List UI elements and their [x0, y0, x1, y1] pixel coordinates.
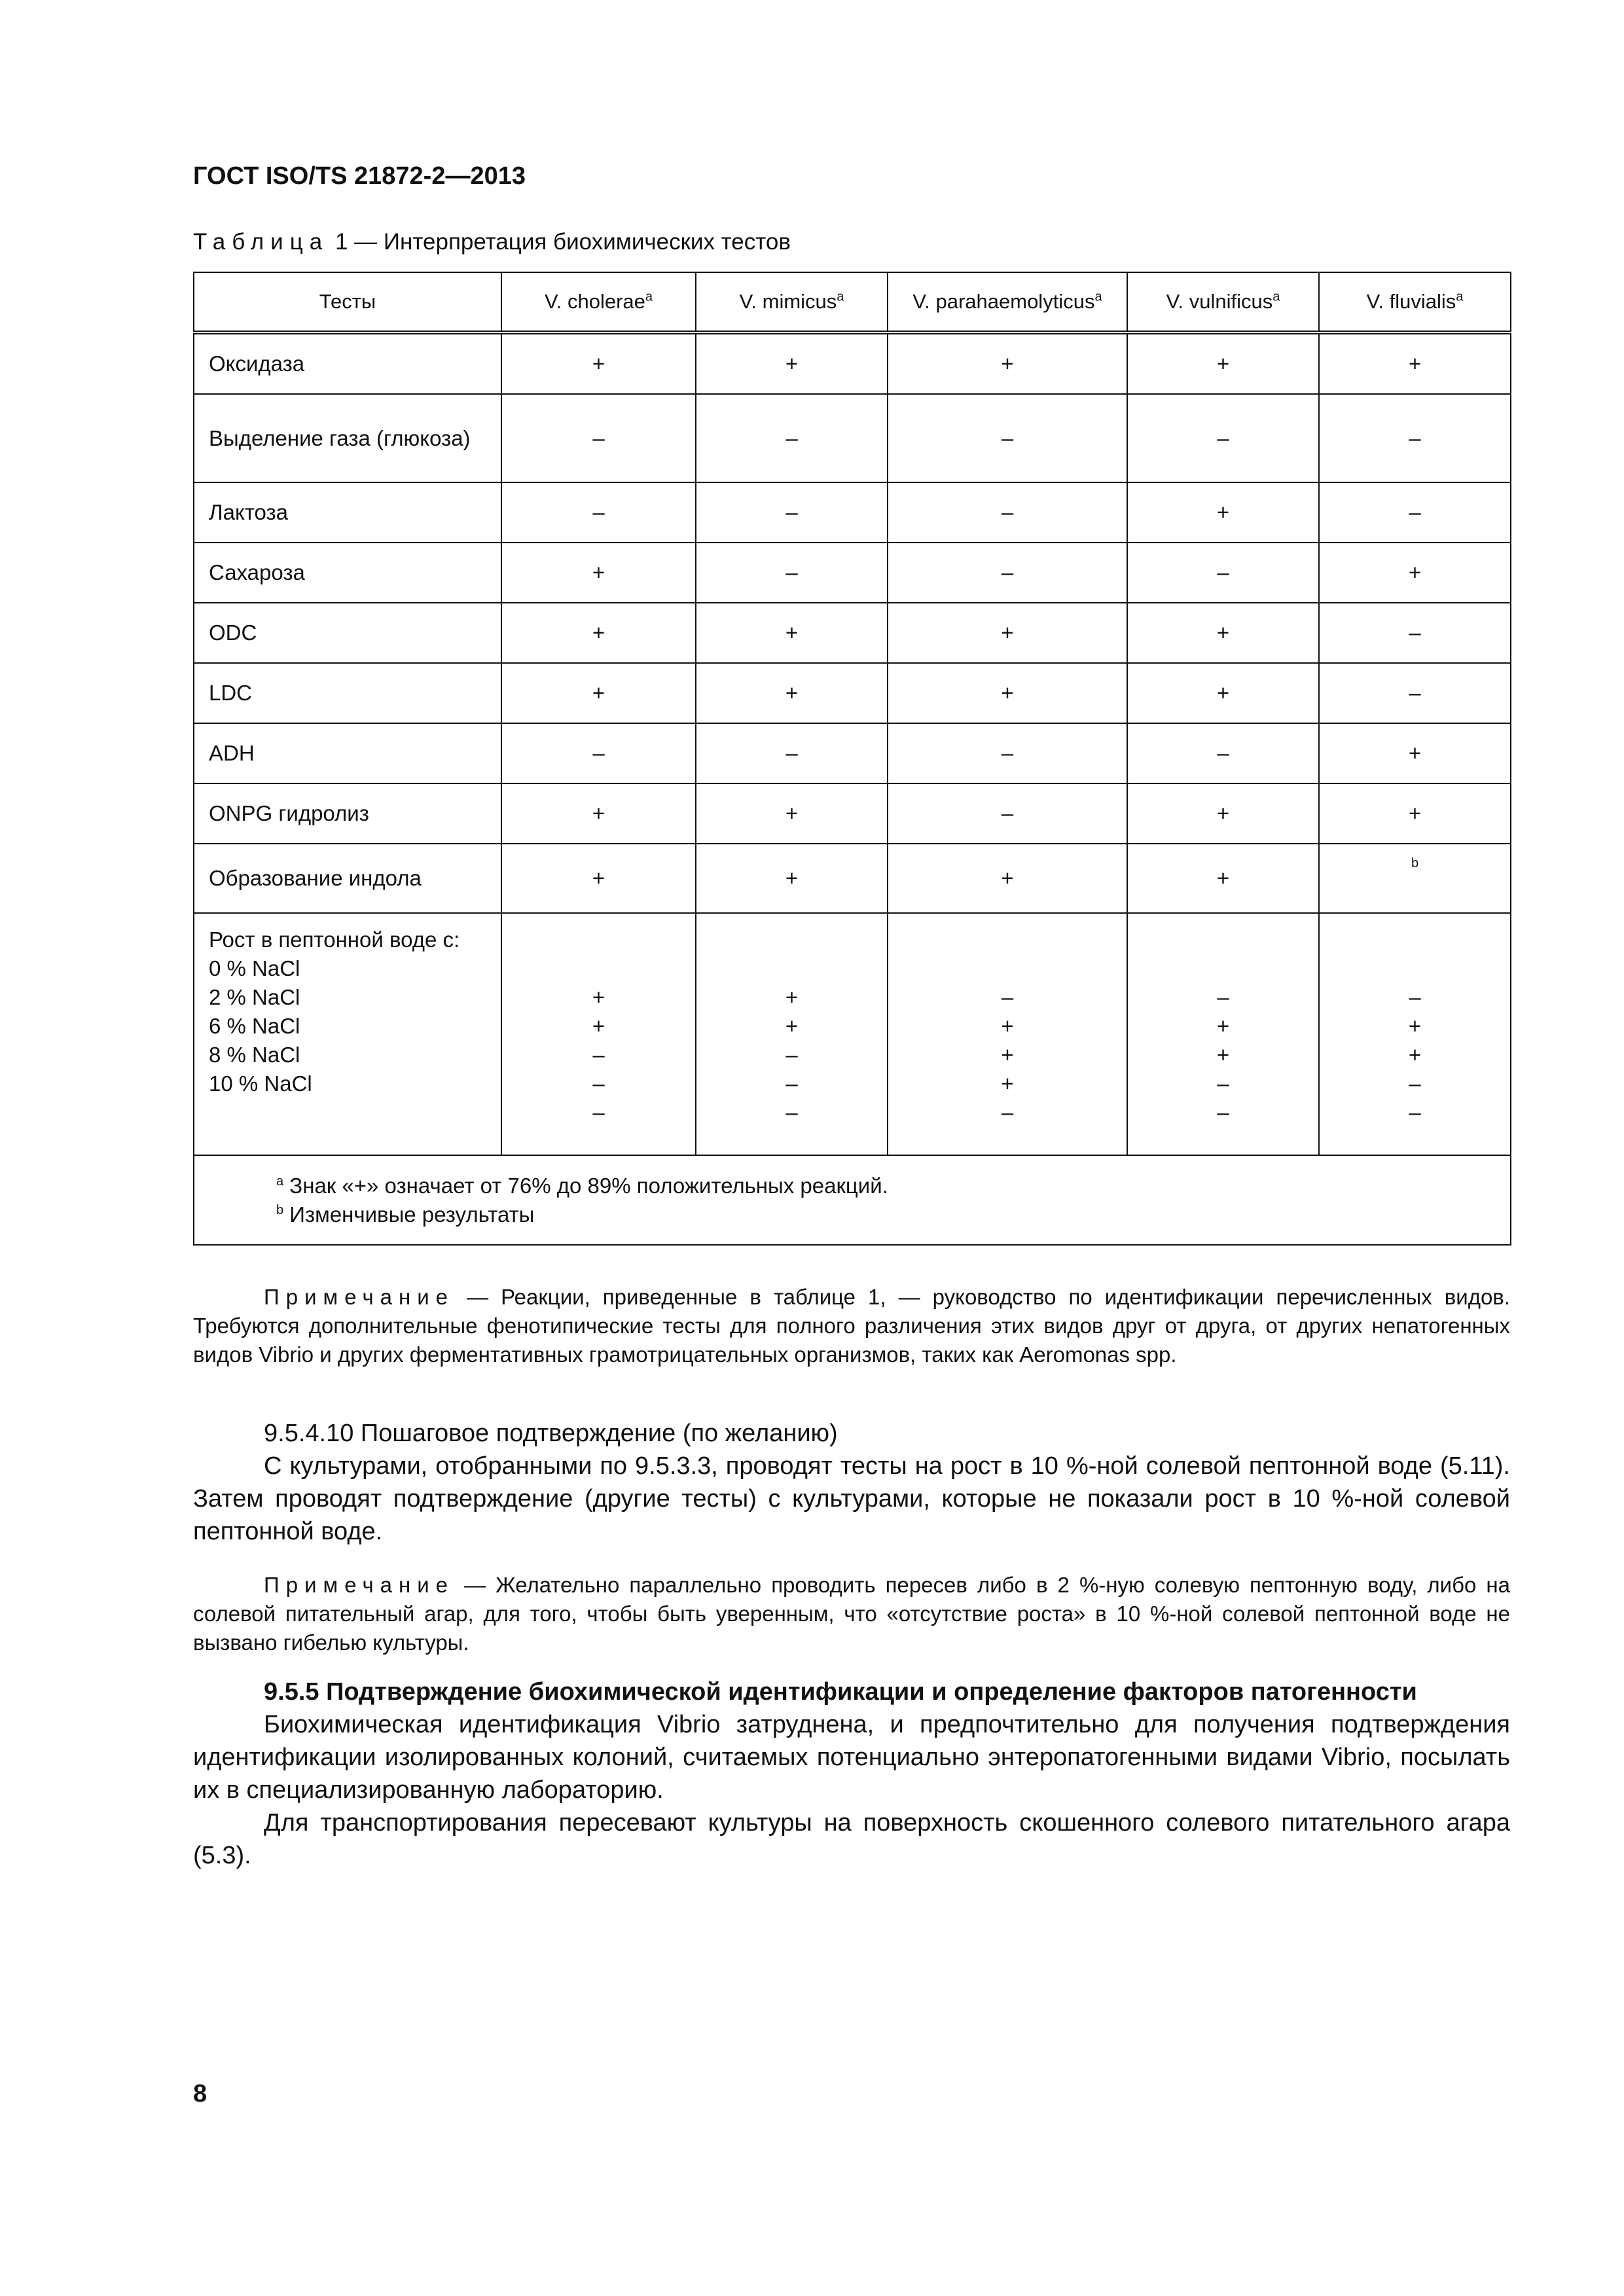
- test-result: [1127, 482, 1319, 543]
- table-header-row: [194, 272, 1511, 332]
- nacl-level: 6 % NaCl: [209, 1014, 300, 1038]
- footnote: [276, 1172, 1496, 1200]
- result-value: +: [1216, 866, 1230, 890]
- footnote-text: Изменчивые результаты: [289, 1202, 535, 1227]
- result-value: +: [1216, 801, 1230, 825]
- test-result: [1127, 844, 1319, 913]
- growth-value: +: [1408, 1043, 1422, 1067]
- note-1-text: — Реакции, приведенные в таблице 1, — руководство по идентификации перечисленных видов. Требуются дополнительные фенотипические тесты для полного различения этих видов друг от друга, от других непатогенных видов Vibrio и других ферментативных грамотрицательных организмов, таких как Aeromonas spp.: [193, 1285, 1511, 1367]
- result-value: +: [592, 866, 605, 890]
- spacer: [1334, 954, 1496, 983]
- growth-results: [1319, 913, 1511, 1155]
- footnote-mark: a: [1094, 289, 1102, 304]
- result-value: –: [1001, 500, 1014, 524]
- header-species: [501, 272, 696, 332]
- result-value: +: [592, 620, 605, 645]
- note-2-label: Примечание: [264, 1573, 455, 1597]
- section-9-5-5: [193, 1676, 1510, 1872]
- nacl-level: 2 % NaCl: [209, 985, 300, 1009]
- test-result: [888, 482, 1127, 543]
- section-9-5-4-10-text: С культурами, отобранными по 9.5.3.3, проводят тесты на рост в 10 %-ной солевой пептонной воде (5.11). Затем проводят подтверждение (другие тесты) с культурами, которые не показали рост в 10 %-ной солевой пептонной воде.: [193, 1452, 1510, 1545]
- table-row: [194, 482, 1511, 543]
- test-result: [1127, 603, 1319, 663]
- growth-value: –: [1217, 985, 1229, 1009]
- result-value: –: [1217, 425, 1229, 450]
- test-result: [1319, 783, 1511, 844]
- test-result: [1127, 783, 1319, 844]
- test-result: [1319, 723, 1511, 783]
- result-value: –: [785, 741, 798, 765]
- footnote-mark: b: [276, 1202, 284, 1217]
- growth-value: –: [1409, 985, 1421, 1009]
- result-value: –: [1409, 620, 1421, 645]
- result-value: –: [592, 500, 605, 524]
- test-result: [888, 332, 1127, 394]
- section-9-5-4-10-title: 9.5.4.10 Пошаговое подтверждение (по желанию): [264, 1420, 838, 1447]
- species-name: V. parahaemolyticus: [912, 290, 1095, 313]
- test-result: [696, 543, 888, 603]
- test-result: [696, 603, 888, 663]
- spacer: [711, 954, 873, 983]
- growth-results: [888, 913, 1127, 1155]
- result-value: +: [1216, 681, 1230, 705]
- test-result: [501, 844, 696, 913]
- section-9-5-5-para-1: Биохимическая идентификация Vibrio затруднена, и предпочтительно для получения подтверждения идентификации изолированных колоний, считаемых потенциально энтеропатогенными видами Vibrio, посылать их в специализированную лабораторию.: [193, 1711, 1510, 1804]
- spacer: [903, 925, 1112, 954]
- test-result: [696, 723, 888, 783]
- growth-results: [696, 913, 888, 1155]
- section-9-5-5-para-2: Для транспортирования пересевают культуры на поверхность скошенного солевого питательного агара (5.3).: [193, 1809, 1510, 1869]
- note-2: [193, 1571, 1510, 1657]
- result-value: –: [1001, 741, 1014, 765]
- test-result: [696, 332, 888, 394]
- test-result: [696, 783, 888, 844]
- test-result: [501, 783, 696, 844]
- growth-value: +: [785, 985, 799, 1009]
- growth-value: –: [785, 1043, 798, 1067]
- test-result: [696, 482, 888, 543]
- table-caption: [193, 229, 791, 255]
- growth-test-cell: [194, 913, 501, 1155]
- header-tests: Тесты: [194, 272, 501, 332]
- nacl-level: 10 % NaCl: [209, 1071, 312, 1096]
- biochemical-tests-table: [193, 272, 1511, 1246]
- result-value: b: [1411, 856, 1419, 870]
- result-value: +: [1216, 351, 1230, 376]
- footnotes: [194, 1155, 1511, 1245]
- spacer: [516, 925, 681, 954]
- table-row: [194, 723, 1511, 783]
- result-value: –: [1409, 681, 1421, 705]
- spacer: [1142, 925, 1304, 954]
- growth-value: –: [1001, 985, 1014, 1009]
- result-value: –: [1001, 425, 1014, 450]
- test-name: ONPG гидролиз: [194, 783, 501, 844]
- result-value: –: [1409, 500, 1421, 524]
- header-species: [696, 272, 888, 332]
- test-result: [1319, 844, 1511, 913]
- result-value: +: [592, 560, 605, 584]
- growth-value: +: [1216, 1043, 1230, 1067]
- test-result: [888, 543, 1127, 603]
- test-result: [1127, 394, 1319, 482]
- footnote-mark: a: [837, 289, 844, 304]
- table-row: [194, 783, 1511, 844]
- table-row: [194, 663, 1511, 723]
- species-name: V. vulnificus: [1166, 290, 1273, 313]
- spacer: [903, 954, 1112, 983]
- header-species: [1319, 272, 1511, 332]
- test-result: [696, 844, 888, 913]
- growth-value: –: [1409, 1071, 1421, 1096]
- footnote-mark: a: [645, 289, 653, 304]
- test-name: LDC: [194, 663, 501, 723]
- table-body: [194, 332, 1511, 1245]
- table-caption-word: Таблица: [193, 229, 329, 255]
- spacer: [1334, 925, 1496, 954]
- test-result: [888, 783, 1127, 844]
- test-result: [888, 844, 1127, 913]
- result-value: +: [785, 681, 799, 705]
- growth-value: –: [785, 1071, 798, 1096]
- footnote-mark: a: [1456, 289, 1464, 304]
- result-value: –: [785, 425, 798, 450]
- result-value: +: [592, 681, 605, 705]
- note-1: [193, 1283, 1510, 1369]
- test-result: [888, 603, 1127, 663]
- test-result: [501, 482, 696, 543]
- growth-value: –: [1217, 1071, 1229, 1096]
- test-result: [1319, 663, 1511, 723]
- nacl-level: 0 % NaCl: [209, 956, 300, 980]
- footnote: [276, 1200, 1496, 1229]
- growth-value: –: [785, 1100, 798, 1124]
- section-9-5-5-heading: 9.5.5 Подтверждение биохимической идентификации и определение факторов патогенности: [264, 1678, 1417, 1706]
- footnote-mark: a: [276, 1174, 284, 1189]
- table-row: [194, 603, 1511, 663]
- growth-value: –: [592, 1100, 605, 1124]
- result-value: +: [785, 866, 799, 890]
- footnote-text: Знак «+» означает от 76% до 89% положительных реакций.: [289, 1173, 888, 1198]
- test-result: [501, 603, 696, 663]
- growth-value: +: [1001, 1043, 1014, 1067]
- test-name: Сахароза: [194, 543, 501, 603]
- growth-value: –: [1001, 1100, 1014, 1124]
- result-value: –: [785, 500, 798, 524]
- test-result: [1127, 332, 1319, 394]
- header-species: [1127, 272, 1319, 332]
- spacer: [516, 954, 681, 983]
- test-name: Лактоза: [194, 482, 501, 543]
- result-value: +: [785, 351, 799, 376]
- result-value: +: [1001, 620, 1014, 645]
- result-value: +: [1408, 351, 1422, 376]
- result-value: +: [1408, 801, 1422, 825]
- result-value: +: [785, 801, 799, 825]
- test-result: [888, 394, 1127, 482]
- test-result: [1127, 543, 1319, 603]
- growth-value: +: [785, 1014, 799, 1038]
- table-row: [194, 543, 1511, 603]
- growth-value: +: [1001, 1014, 1014, 1038]
- test-result: [1127, 663, 1319, 723]
- page-number: 8: [193, 2080, 208, 2108]
- test-name: Образование индола: [194, 844, 501, 913]
- growth-value: –: [1409, 1100, 1421, 1124]
- header-species: [888, 272, 1127, 332]
- table-row: [194, 332, 1511, 394]
- test-result: [696, 663, 888, 723]
- species-name: V. mimicus: [739, 290, 837, 313]
- spacer: [1142, 954, 1304, 983]
- footnote-mark: a: [1272, 289, 1280, 304]
- result-value: –: [1217, 741, 1229, 765]
- table-caption-number: 1: [334, 229, 348, 255]
- note-2-text: — Желательно параллельно проводить пересев либо в 2 %-ную солевую пептонную воду, либо на солевой питательный агар, для того, чтобы быть уверенным, что «отсутствие роста» в 10 %-ной солевой пептонной воде не вызвано гибелью культуры.: [193, 1573, 1511, 1655]
- test-result: [696, 394, 888, 482]
- result-value: –: [1409, 425, 1421, 450]
- result-value: –: [592, 425, 605, 450]
- spacer: [711, 925, 873, 954]
- test-result: [501, 723, 696, 783]
- growth-value: +: [1408, 1014, 1422, 1038]
- test-result: [1319, 482, 1511, 543]
- result-value: +: [1001, 866, 1014, 890]
- test-result: [1127, 723, 1319, 783]
- result-value: –: [592, 741, 605, 765]
- test-name: Выделение газа (глюкоза): [194, 394, 501, 482]
- result-value: +: [1408, 741, 1422, 765]
- result-value: +: [592, 801, 605, 825]
- test-name: ODC: [194, 603, 501, 663]
- growth-value: +: [1216, 1014, 1230, 1038]
- result-value: –: [1001, 560, 1014, 584]
- footnote-row: [194, 1155, 1511, 1245]
- growth-value: –: [592, 1043, 605, 1067]
- result-value: –: [1001, 801, 1014, 825]
- test-result: [1319, 603, 1511, 663]
- result-value: +: [1216, 500, 1230, 524]
- growth-value: –: [592, 1071, 605, 1096]
- table-row: [194, 844, 1511, 913]
- test-result: [888, 663, 1127, 723]
- test-result: [888, 723, 1127, 783]
- test-name: ADH: [194, 723, 501, 783]
- table-caption-text: — Интерпретация биохимических тестов: [354, 229, 791, 255]
- test-result: [1319, 543, 1511, 603]
- test-result: [501, 394, 696, 482]
- growth-value: +: [1001, 1071, 1014, 1096]
- test-result: [1319, 332, 1511, 394]
- species-name: V. cholerae: [544, 290, 645, 313]
- result-value: +: [1001, 681, 1014, 705]
- result-value: +: [1216, 620, 1230, 645]
- test-result: [501, 332, 696, 394]
- note-1-label: Примечание: [264, 1285, 455, 1309]
- result-value: +: [592, 351, 605, 376]
- nacl-level: 8 % NaCl: [209, 1043, 300, 1067]
- test-result: [501, 663, 696, 723]
- result-value: +: [1408, 560, 1422, 584]
- growth-value: +: [592, 1014, 605, 1038]
- table-row: [194, 394, 1511, 482]
- result-value: –: [785, 560, 798, 584]
- growth-row: [194, 913, 1511, 1155]
- result-value: –: [1217, 560, 1229, 584]
- test-result: [501, 543, 696, 603]
- test-name: Оксидаза: [194, 332, 501, 394]
- growth-value: +: [592, 985, 605, 1009]
- test-result: [1319, 394, 1511, 482]
- growth-results: [1127, 913, 1319, 1155]
- section-9-5-4-10: [193, 1417, 1510, 1548]
- result-value: +: [1001, 351, 1014, 376]
- growth-title: Рост в пептонной воде с:: [209, 927, 460, 952]
- growth-results: [501, 913, 696, 1155]
- document-id: ГОСТ ISO/TS 21872-2—2013: [193, 162, 526, 190]
- result-value: +: [785, 620, 799, 645]
- species-name: V. fluvialis: [1366, 290, 1456, 313]
- growth-value: –: [1217, 1100, 1229, 1124]
